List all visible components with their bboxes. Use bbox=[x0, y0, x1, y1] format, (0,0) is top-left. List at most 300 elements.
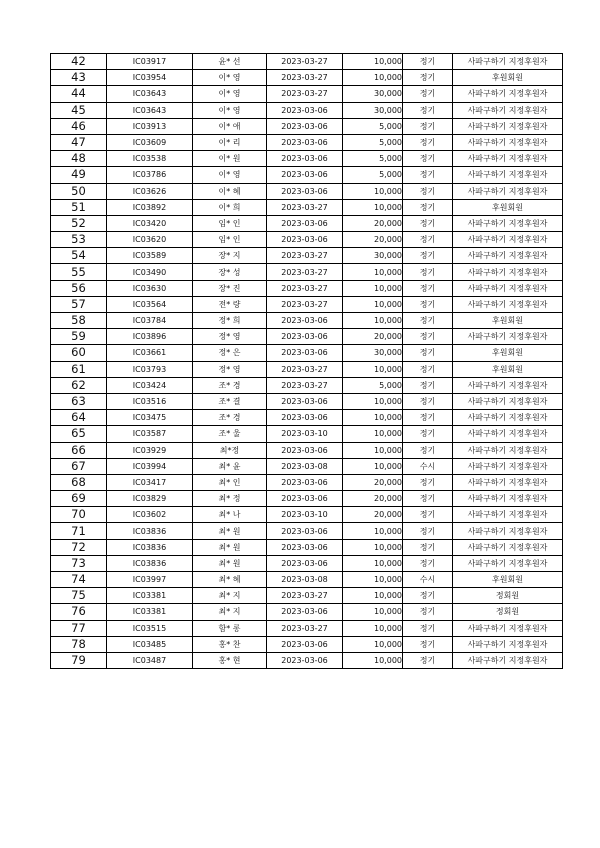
donation-type-cell: 정기 bbox=[403, 329, 453, 345]
donation-amount-cell: 10,000 bbox=[343, 442, 403, 458]
donor-category-cell: 사파구하기 지정후원자 bbox=[453, 86, 563, 102]
row-number-cell: 54 bbox=[51, 248, 107, 264]
table-row bbox=[51, 167, 563, 183]
row-number-cell: 59 bbox=[51, 329, 107, 345]
table-row bbox=[51, 523, 563, 539]
donation-type-cell: 정기 bbox=[403, 183, 453, 199]
donation-type-cell: 정기 bbox=[403, 523, 453, 539]
donation-amount-cell: 10,000 bbox=[343, 393, 403, 409]
donor-id-cell: IC03643 bbox=[107, 102, 193, 118]
donor-name-cell: 함* 롱 bbox=[193, 620, 267, 636]
row-number-cell: 63 bbox=[51, 393, 107, 409]
donation-amount-cell: 10,000 bbox=[343, 296, 403, 312]
donor-name-cell: 조* 경 bbox=[193, 377, 267, 393]
donor-name-cell: 이* 영 bbox=[193, 167, 267, 183]
row-number-cell: 73 bbox=[51, 555, 107, 571]
donor-table bbox=[50, 53, 563, 669]
donor-category-cell: 사파구하기 지정후원자 bbox=[453, 296, 563, 312]
donation-date-cell: 2023-03-27 bbox=[267, 86, 343, 102]
donation-amount-cell: 10,000 bbox=[343, 264, 403, 280]
row-number-cell: 45 bbox=[51, 102, 107, 118]
donor-name-cell: 이* 영 bbox=[193, 86, 267, 102]
donor-id-cell: IC03417 bbox=[107, 474, 193, 490]
table-row bbox=[51, 313, 563, 329]
row-number-cell: 56 bbox=[51, 280, 107, 296]
donation-amount-cell: 20,000 bbox=[343, 215, 403, 231]
donation-type-cell: 정기 bbox=[403, 604, 453, 620]
table-row bbox=[51, 296, 563, 312]
donor-id-cell: IC03829 bbox=[107, 491, 193, 507]
donor-category-cell: 사파구하기 지정후원자 bbox=[453, 458, 563, 474]
donation-type-cell: 정기 bbox=[403, 539, 453, 555]
donation-type-cell: 정기 bbox=[403, 345, 453, 361]
donor-category-cell: 사파구하기 지정후원자 bbox=[453, 491, 563, 507]
donor-category-cell: 사파구하기 지정후원자 bbox=[453, 555, 563, 571]
table-row bbox=[51, 458, 563, 474]
donor-id-cell: IC03620 bbox=[107, 232, 193, 248]
donation-date-cell: 2023-03-27 bbox=[267, 296, 343, 312]
donation-type-cell: 정기 bbox=[403, 507, 453, 523]
donation-amount-cell: 20,000 bbox=[343, 507, 403, 523]
donation-date-cell: 2023-03-06 bbox=[267, 232, 343, 248]
donation-type-cell: 정기 bbox=[403, 215, 453, 231]
donation-date-cell: 2023-03-10 bbox=[267, 507, 343, 523]
donation-date-cell: 2023-03-27 bbox=[267, 54, 343, 70]
donation-date-cell: 2023-03-27 bbox=[267, 588, 343, 604]
donor-name-cell: 전* 량 bbox=[193, 296, 267, 312]
row-number-cell: 71 bbox=[51, 523, 107, 539]
donation-type-cell: 정기 bbox=[403, 410, 453, 426]
donation-type-cell: 정기 bbox=[403, 102, 453, 118]
donation-date-cell: 2023-03-27 bbox=[267, 377, 343, 393]
donation-type-cell: 정기 bbox=[403, 54, 453, 70]
donation-type-cell: 정기 bbox=[403, 232, 453, 248]
donor-category-cell: 사파구하기 지정후원자 bbox=[453, 426, 563, 442]
donor-name-cell: 조* 결 bbox=[193, 393, 267, 409]
donation-type-cell: 정기 bbox=[403, 134, 453, 150]
donation-amount-cell: 5,000 bbox=[343, 151, 403, 167]
row-number-cell: 50 bbox=[51, 183, 107, 199]
donation-amount-cell: 30,000 bbox=[343, 86, 403, 102]
table-row bbox=[51, 588, 563, 604]
donor-category-cell: 사파구하기 지정후원자 bbox=[453, 523, 563, 539]
table-row bbox=[51, 555, 563, 571]
row-number-cell: 68 bbox=[51, 474, 107, 490]
donation-type-cell: 정기 bbox=[403, 588, 453, 604]
donation-date-cell: 2023-03-06 bbox=[267, 539, 343, 555]
donor-category-cell: 사파구하기 지정후원자 bbox=[453, 442, 563, 458]
donor-id-cell: IC03516 bbox=[107, 393, 193, 409]
donor-name-cell: 임* 인 bbox=[193, 232, 267, 248]
donation-amount-cell: 10,000 bbox=[343, 620, 403, 636]
donation-amount-cell: 10,000 bbox=[343, 70, 403, 86]
row-number-cell: 67 bbox=[51, 458, 107, 474]
row-number-cell: 72 bbox=[51, 539, 107, 555]
donor-category-cell: 사파구하기 지정후원자 bbox=[453, 102, 563, 118]
donation-type-cell: 정기 bbox=[403, 620, 453, 636]
donation-amount-cell: 10,000 bbox=[343, 539, 403, 555]
donation-date-cell: 2023-03-06 bbox=[267, 313, 343, 329]
table-row bbox=[51, 474, 563, 490]
row-number-cell: 44 bbox=[51, 86, 107, 102]
donor-id-cell: IC03589 bbox=[107, 248, 193, 264]
table-row bbox=[51, 491, 563, 507]
donation-type-cell: 정기 bbox=[403, 555, 453, 571]
donor-id-cell: IC03892 bbox=[107, 199, 193, 215]
donor-id-cell: IC03381 bbox=[107, 588, 193, 604]
donation-date-cell: 2023-03-06 bbox=[267, 474, 343, 490]
donation-amount-cell: 10,000 bbox=[343, 313, 403, 329]
table-row bbox=[51, 264, 563, 280]
donor-id-cell: IC03836 bbox=[107, 555, 193, 571]
donor-id-cell: IC03381 bbox=[107, 604, 193, 620]
row-number-cell: 76 bbox=[51, 604, 107, 620]
donation-type-cell: 정기 bbox=[403, 151, 453, 167]
donor-category-cell: 후원회원 bbox=[453, 345, 563, 361]
table-row bbox=[51, 572, 563, 588]
donation-type-cell: 정기 bbox=[403, 70, 453, 86]
donor-id-cell: IC03515 bbox=[107, 620, 193, 636]
row-number-cell: 78 bbox=[51, 636, 107, 652]
donation-date-cell: 2023-03-08 bbox=[267, 572, 343, 588]
donor-name-cell: 홍* 찬 bbox=[193, 636, 267, 652]
donation-date-cell: 2023-03-06 bbox=[267, 604, 343, 620]
row-number-cell: 61 bbox=[51, 361, 107, 377]
donor-category-cell: 사파구하기 지정후원자 bbox=[453, 134, 563, 150]
donor-name-cell: 최* 윤 bbox=[193, 458, 267, 474]
row-number-cell: 47 bbox=[51, 134, 107, 150]
donation-amount-cell: 10,000 bbox=[343, 426, 403, 442]
donor-id-cell: IC03929 bbox=[107, 442, 193, 458]
donor-name-cell: 장* 지 bbox=[193, 248, 267, 264]
donor-id-cell: IC03475 bbox=[107, 410, 193, 426]
donation-type-cell: 정기 bbox=[403, 167, 453, 183]
row-number-cell: 57 bbox=[51, 296, 107, 312]
table-row bbox=[51, 54, 563, 70]
donation-type-cell: 수시 bbox=[403, 458, 453, 474]
donor-id-cell: IC03487 bbox=[107, 652, 193, 668]
table-row bbox=[51, 426, 563, 442]
donation-amount-cell: 10,000 bbox=[343, 183, 403, 199]
donor-name-cell: 이* 애 bbox=[193, 118, 267, 134]
donation-date-cell: 2023-03-06 bbox=[267, 345, 343, 361]
donor-category-cell: 사파구하기 지정후원자 bbox=[453, 264, 563, 280]
donation-date-cell: 2023-03-06 bbox=[267, 636, 343, 652]
table-row bbox=[51, 507, 563, 523]
table-row bbox=[51, 410, 563, 426]
donor-category-cell: 정회원 bbox=[453, 604, 563, 620]
donor-id-cell: IC03630 bbox=[107, 280, 193, 296]
donation-date-cell: 2023-03-06 bbox=[267, 555, 343, 571]
table-row bbox=[51, 620, 563, 636]
donation-amount-cell: 30,000 bbox=[343, 345, 403, 361]
donor-name-cell: 정* 은 bbox=[193, 345, 267, 361]
donor-category-cell: 사파구하기 지정후원자 bbox=[453, 377, 563, 393]
donor-category-cell: 사파구하기 지정후원자 bbox=[453, 410, 563, 426]
donor-id-cell: IC03896 bbox=[107, 329, 193, 345]
donation-amount-cell: 20,000 bbox=[343, 232, 403, 248]
donor-name-cell: 최* 혜 bbox=[193, 572, 267, 588]
donor-name-cell: 최* 원 bbox=[193, 523, 267, 539]
table-row bbox=[51, 232, 563, 248]
donation-type-cell: 정기 bbox=[403, 313, 453, 329]
row-number-cell: 60 bbox=[51, 345, 107, 361]
donation-date-cell: 2023-03-27 bbox=[267, 70, 343, 86]
donor-category-cell: 사파구하기 지정후원자 bbox=[453, 539, 563, 555]
donation-date-cell: 2023-03-06 bbox=[267, 215, 343, 231]
table-row bbox=[51, 361, 563, 377]
donor-category-cell: 사파구하기 지정후원자 bbox=[453, 167, 563, 183]
table-row bbox=[51, 636, 563, 652]
donation-amount-cell: 5,000 bbox=[343, 118, 403, 134]
table-row bbox=[51, 652, 563, 668]
donor-category-cell: 사파구하기 지정후원자 bbox=[453, 118, 563, 134]
row-number-cell: 70 bbox=[51, 507, 107, 523]
donor-id-cell: IC03661 bbox=[107, 345, 193, 361]
donor-category-cell: 사파구하기 지정후원자 bbox=[453, 652, 563, 668]
donor-id-cell: IC03538 bbox=[107, 151, 193, 167]
donation-type-cell: 정기 bbox=[403, 442, 453, 458]
donation-date-cell: 2023-03-06 bbox=[267, 167, 343, 183]
donation-type-cell: 정기 bbox=[403, 199, 453, 215]
donor-category-cell: 사파구하기 지정후원자 bbox=[453, 232, 563, 248]
donation-type-cell: 정기 bbox=[403, 393, 453, 409]
row-number-cell: 48 bbox=[51, 151, 107, 167]
table-row bbox=[51, 118, 563, 134]
donor-category-cell: 후원회원 bbox=[453, 199, 563, 215]
donor-name-cell: 최*정 bbox=[193, 442, 267, 458]
donor-table-body bbox=[51, 54, 563, 669]
donation-date-cell: 2023-03-06 bbox=[267, 410, 343, 426]
donor-name-cell: 이* 리 bbox=[193, 134, 267, 150]
donor-id-cell: IC03913 bbox=[107, 118, 193, 134]
donation-date-cell: 2023-03-06 bbox=[267, 102, 343, 118]
donation-date-cell: 2023-03-27 bbox=[267, 620, 343, 636]
donation-type-cell: 수시 bbox=[403, 572, 453, 588]
donation-date-cell: 2023-03-27 bbox=[267, 361, 343, 377]
table-row bbox=[51, 134, 563, 150]
donation-type-cell: 정기 bbox=[403, 264, 453, 280]
donor-category-cell: 사파구하기 지정후원자 bbox=[453, 620, 563, 636]
donor-name-cell: 이* 영 bbox=[193, 70, 267, 86]
table-row bbox=[51, 329, 563, 345]
table-row bbox=[51, 604, 563, 620]
donation-date-cell: 2023-03-06 bbox=[267, 183, 343, 199]
donation-date-cell: 2023-03-06 bbox=[267, 151, 343, 167]
table-row bbox=[51, 345, 563, 361]
row-number-cell: 52 bbox=[51, 215, 107, 231]
row-number-cell: 79 bbox=[51, 652, 107, 668]
table-row bbox=[51, 215, 563, 231]
row-number-cell: 55 bbox=[51, 264, 107, 280]
donor-id-cell: IC03564 bbox=[107, 296, 193, 312]
donation-date-cell: 2023-03-06 bbox=[267, 523, 343, 539]
donor-id-cell: IC03602 bbox=[107, 507, 193, 523]
donor-category-cell: 후원회원 bbox=[453, 361, 563, 377]
donation-date-cell: 2023-03-06 bbox=[267, 329, 343, 345]
donor-id-cell: IC03626 bbox=[107, 183, 193, 199]
donation-type-cell: 정기 bbox=[403, 474, 453, 490]
donation-amount-cell: 10,000 bbox=[343, 458, 403, 474]
donor-id-cell: IC03643 bbox=[107, 86, 193, 102]
donation-amount-cell: 30,000 bbox=[343, 248, 403, 264]
donor-name-cell: 최* 인 bbox=[193, 474, 267, 490]
donation-date-cell: 2023-03-06 bbox=[267, 118, 343, 134]
donor-id-cell: IC03786 bbox=[107, 167, 193, 183]
row-number-cell: 75 bbox=[51, 588, 107, 604]
donation-date-cell: 2023-03-06 bbox=[267, 442, 343, 458]
row-number-cell: 66 bbox=[51, 442, 107, 458]
row-number-cell: 62 bbox=[51, 377, 107, 393]
donation-amount-cell: 20,000 bbox=[343, 491, 403, 507]
donor-category-cell: 사파구하기 지정후원자 bbox=[453, 329, 563, 345]
donation-date-cell: 2023-03-08 bbox=[267, 458, 343, 474]
donation-type-cell: 정기 bbox=[403, 296, 453, 312]
donation-type-cell: 정기 bbox=[403, 361, 453, 377]
donation-type-cell: 정기 bbox=[403, 118, 453, 134]
donation-amount-cell: 20,000 bbox=[343, 329, 403, 345]
donor-name-cell: 최* 나 bbox=[193, 507, 267, 523]
donor-name-cell: 홍* 현 bbox=[193, 652, 267, 668]
donation-amount-cell: 10,000 bbox=[343, 652, 403, 668]
donor-name-cell: 이* 희 bbox=[193, 199, 267, 215]
donor-name-cell: 임* 인 bbox=[193, 215, 267, 231]
table-row bbox=[51, 248, 563, 264]
table-row bbox=[51, 102, 563, 118]
donation-amount-cell: 10,000 bbox=[343, 410, 403, 426]
table-row bbox=[51, 151, 563, 167]
table-row bbox=[51, 183, 563, 199]
donation-amount-cell: 10,000 bbox=[343, 280, 403, 296]
row-number-cell: 46 bbox=[51, 118, 107, 134]
donation-type-cell: 정기 bbox=[403, 491, 453, 507]
donor-category-cell: 사파구하기 지정후원자 bbox=[453, 183, 563, 199]
donation-amount-cell: 10,000 bbox=[343, 636, 403, 652]
donor-id-cell: IC03997 bbox=[107, 572, 193, 588]
donor-name-cell: 정* 영 bbox=[193, 329, 267, 345]
donor-name-cell: 최* 원 bbox=[193, 539, 267, 555]
donation-amount-cell: 10,000 bbox=[343, 555, 403, 571]
donor-category-cell: 정회원 bbox=[453, 588, 563, 604]
table-row bbox=[51, 280, 563, 296]
donor-id-cell: IC03793 bbox=[107, 361, 193, 377]
donation-amount-cell: 10,000 bbox=[343, 54, 403, 70]
donor-id-cell: IC03485 bbox=[107, 636, 193, 652]
table-row bbox=[51, 199, 563, 215]
donor-category-cell: 후원회원 bbox=[453, 572, 563, 588]
donor-name-cell: 최* 정 bbox=[193, 491, 267, 507]
table-row bbox=[51, 393, 563, 409]
donation-amount-cell: 5,000 bbox=[343, 377, 403, 393]
donor-name-cell: 이* 원 bbox=[193, 151, 267, 167]
table-row bbox=[51, 539, 563, 555]
donation-date-cell: 2023-03-06 bbox=[267, 652, 343, 668]
donor-id-cell: IC03954 bbox=[107, 70, 193, 86]
donor-name-cell: 이* 영 bbox=[193, 102, 267, 118]
donation-amount-cell: 10,000 bbox=[343, 604, 403, 620]
donor-id-cell: IC03784 bbox=[107, 313, 193, 329]
donor-category-cell: 사파구하기 지정후원자 bbox=[453, 151, 563, 167]
donation-amount-cell: 10,000 bbox=[343, 588, 403, 604]
donor-category-cell: 사파구하기 지정후원자 bbox=[453, 636, 563, 652]
donation-type-cell: 정기 bbox=[403, 426, 453, 442]
table-row bbox=[51, 70, 563, 86]
donation-date-cell: 2023-03-06 bbox=[267, 393, 343, 409]
donor-id-cell: IC03587 bbox=[107, 426, 193, 442]
donation-date-cell: 2023-03-27 bbox=[267, 280, 343, 296]
donor-category-cell: 후원회원 bbox=[453, 70, 563, 86]
donation-amount-cell: 10,000 bbox=[343, 523, 403, 539]
donation-type-cell: 정기 bbox=[403, 652, 453, 668]
row-number-cell: 53 bbox=[51, 232, 107, 248]
donor-category-cell: 사파구하기 지정후원자 bbox=[453, 474, 563, 490]
donation-type-cell: 정기 bbox=[403, 248, 453, 264]
donation-date-cell: 2023-03-06 bbox=[267, 134, 343, 150]
row-number-cell: 42 bbox=[51, 54, 107, 70]
row-number-cell: 77 bbox=[51, 620, 107, 636]
donor-id-cell: IC03424 bbox=[107, 377, 193, 393]
donation-amount-cell: 20,000 bbox=[343, 474, 403, 490]
table-row bbox=[51, 86, 563, 102]
donor-name-cell: 최* 지 bbox=[193, 604, 267, 620]
donation-date-cell: 2023-03-06 bbox=[267, 491, 343, 507]
row-number-cell: 64 bbox=[51, 410, 107, 426]
donor-name-cell: 장* 성 bbox=[193, 264, 267, 280]
donor-id-cell: IC03836 bbox=[107, 523, 193, 539]
donor-id-cell: IC03994 bbox=[107, 458, 193, 474]
row-number-cell: 69 bbox=[51, 491, 107, 507]
donation-type-cell: 정기 bbox=[403, 377, 453, 393]
donation-amount-cell: 10,000 bbox=[343, 572, 403, 588]
row-number-cell: 43 bbox=[51, 70, 107, 86]
donation-amount-cell: 5,000 bbox=[343, 134, 403, 150]
donor-name-cell: 정* 희 bbox=[193, 313, 267, 329]
donor-name-cell: 조* 울 bbox=[193, 426, 267, 442]
row-number-cell: 74 bbox=[51, 572, 107, 588]
row-number-cell: 49 bbox=[51, 167, 107, 183]
donation-amount-cell: 10,000 bbox=[343, 199, 403, 215]
donor-name-cell: 장* 진 bbox=[193, 280, 267, 296]
table-row bbox=[51, 442, 563, 458]
donor-category-cell: 사파구하기 지정후원자 bbox=[453, 54, 563, 70]
donor-name-cell: 윤* 선 bbox=[193, 54, 267, 70]
donation-date-cell: 2023-03-27 bbox=[267, 264, 343, 280]
donor-id-cell: IC03609 bbox=[107, 134, 193, 150]
donation-amount-cell: 10,000 bbox=[343, 361, 403, 377]
donor-category-cell: 후원회원 bbox=[453, 313, 563, 329]
donor-category-cell: 사파구하기 지정후원자 bbox=[453, 507, 563, 523]
donor-id-cell: IC03490 bbox=[107, 264, 193, 280]
donor-name-cell: 최* 원 bbox=[193, 555, 267, 571]
row-number-cell: 51 bbox=[51, 199, 107, 215]
donor-id-cell: IC03420 bbox=[107, 215, 193, 231]
donor-name-cell: 최* 지 bbox=[193, 588, 267, 604]
donation-amount-cell: 30,000 bbox=[343, 102, 403, 118]
row-number-cell: 65 bbox=[51, 426, 107, 442]
donation-date-cell: 2023-03-27 bbox=[267, 199, 343, 215]
donation-date-cell: 2023-03-27 bbox=[267, 248, 343, 264]
donor-category-cell: 사파구하기 지정후원자 bbox=[453, 215, 563, 231]
row-number-cell: 58 bbox=[51, 313, 107, 329]
donation-type-cell: 정기 bbox=[403, 636, 453, 652]
donor-category-cell: 사파구하기 지정후원자 bbox=[453, 393, 563, 409]
donation-date-cell: 2023-03-10 bbox=[267, 426, 343, 442]
donor-id-cell: IC03917 bbox=[107, 54, 193, 70]
donor-name-cell: 이* 혜 bbox=[193, 183, 267, 199]
donation-type-cell: 정기 bbox=[403, 86, 453, 102]
donor-name-cell: 조* 경 bbox=[193, 410, 267, 426]
donor-category-cell: 사파구하기 지정후원자 bbox=[453, 280, 563, 296]
